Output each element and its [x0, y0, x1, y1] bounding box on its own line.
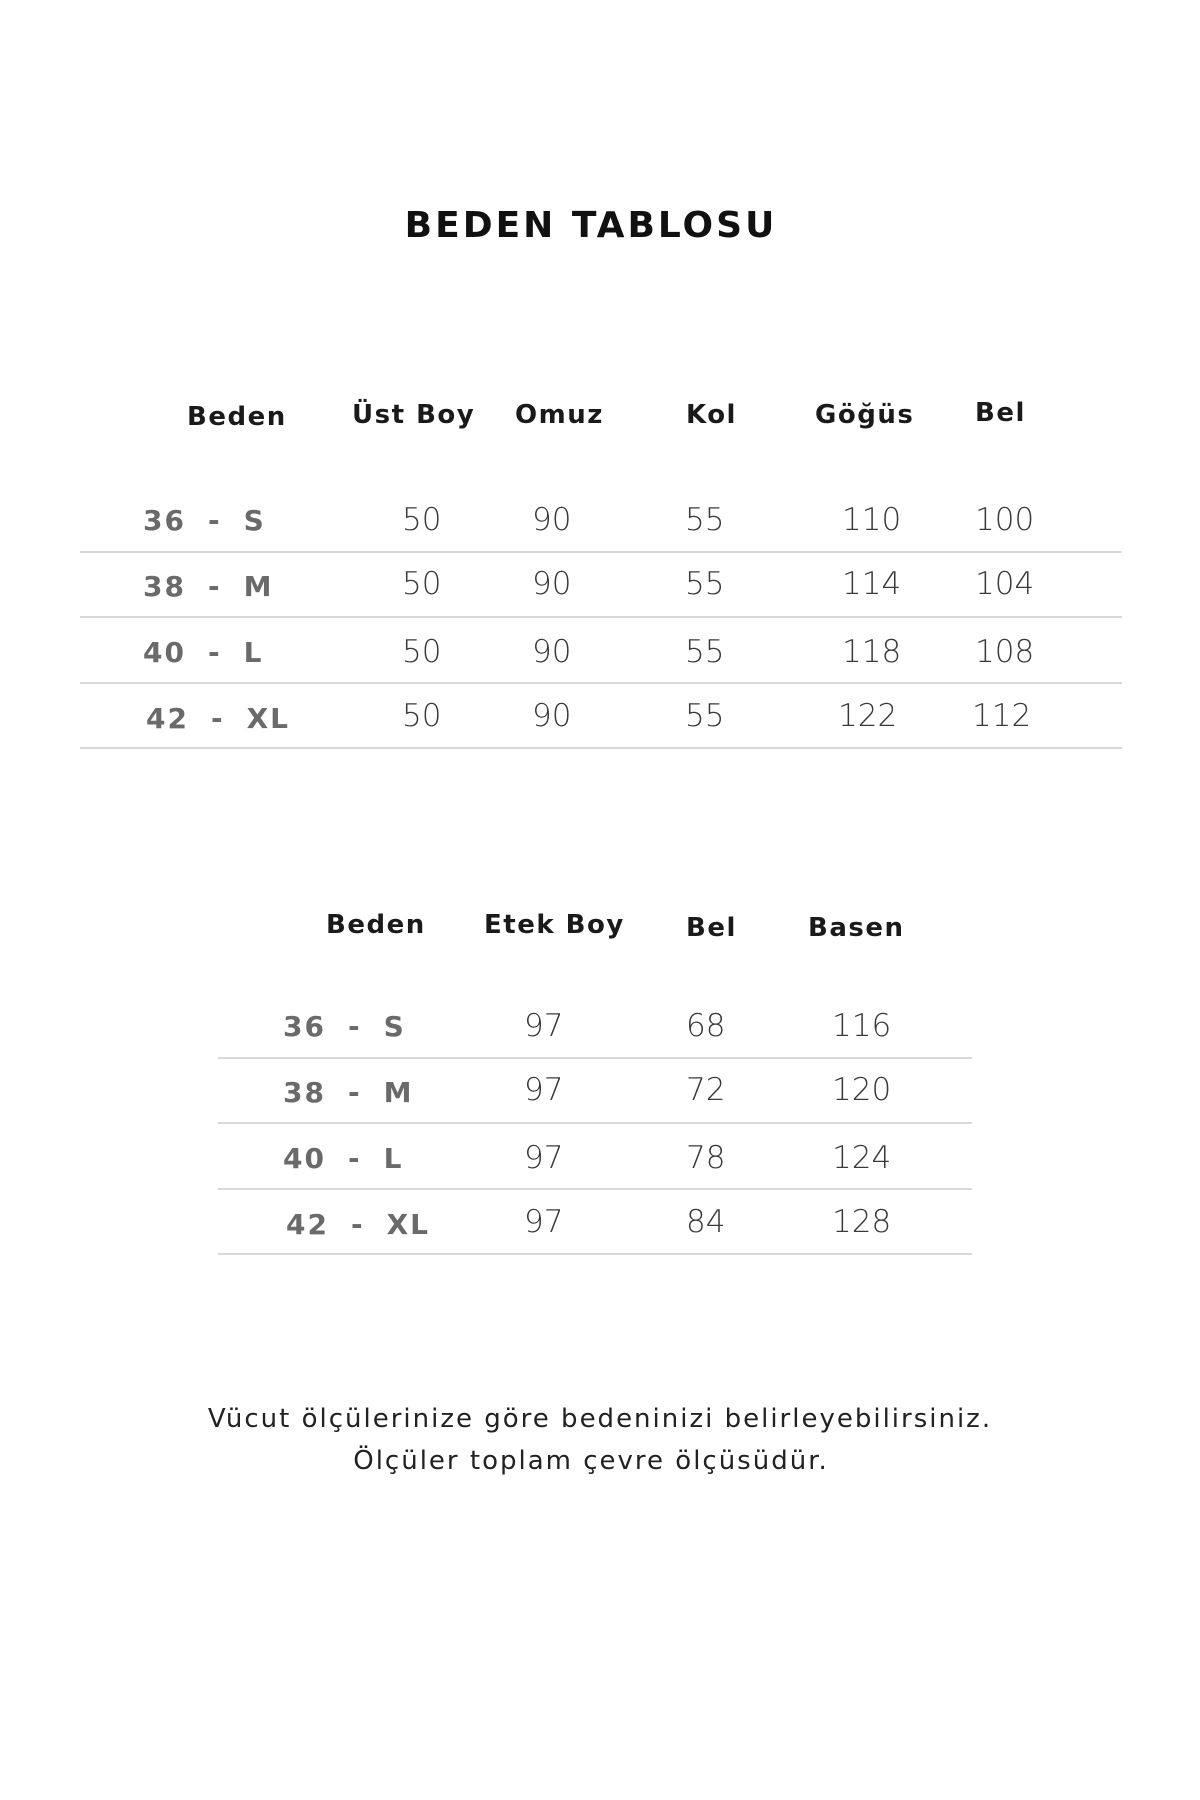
- size-label: 40 - L: [283, 1142, 404, 1175]
- size-label: 36 - S: [283, 1010, 406, 1043]
- cell-etek-boy: 97: [524, 1204, 564, 1240]
- cell-omuz: 90: [532, 698, 572, 734]
- cell-bel: 84: [686, 1204, 726, 1240]
- cell-kol: 55: [685, 566, 725, 602]
- header-beden: Beden: [326, 910, 426, 940]
- cell-omuz: 90: [532, 502, 572, 538]
- header-gogus: Göğüs: [815, 400, 915, 430]
- header-bel: Bel: [975, 398, 1026, 428]
- size-label: 38 - M: [143, 570, 274, 603]
- cell-gogus: 114: [842, 566, 902, 602]
- row-divider: [80, 616, 1122, 618]
- cell-ust-boy: 50: [402, 502, 442, 538]
- header-kol: Kol: [686, 400, 737, 430]
- note-line-1: Vücut ölçülerinize göre bedeninizi belirleyebilirsiniz.: [207, 1404, 993, 1434]
- cell-bel: 112: [972, 698, 1032, 734]
- cell-gogus: 110: [842, 502, 902, 538]
- cell-omuz: 90: [532, 566, 572, 602]
- cell-bel: 104: [975, 566, 1035, 602]
- header-ust-boy: Üst Boy: [352, 400, 476, 430]
- row-divider: [218, 1057, 972, 1059]
- cell-basen: 120: [832, 1072, 892, 1108]
- cell-kol: 55: [685, 634, 725, 670]
- row-divider: [80, 551, 1122, 553]
- cell-bel: 100: [975, 502, 1035, 538]
- cell-ust-boy: 50: [402, 566, 442, 602]
- header-omuz: Omuz: [515, 400, 604, 430]
- cell-basen: 116: [832, 1008, 892, 1044]
- cell-omuz: 90: [532, 634, 572, 670]
- cell-basen: 124: [832, 1140, 892, 1176]
- row-divider: [218, 1188, 972, 1190]
- note-line-2: Ölçüler toplam çevre ölçüsüdür.: [353, 1446, 829, 1476]
- cell-kol: 55: [685, 698, 725, 734]
- cell-bel: 78: [686, 1140, 726, 1176]
- cell-gogus: 122: [838, 698, 898, 734]
- cell-gogus: 118: [842, 634, 902, 670]
- size-label: 36 - S: [143, 504, 266, 537]
- page-title: BEDEN TABLOSU: [404, 205, 778, 246]
- cell-kol: 55: [685, 502, 725, 538]
- header-bel: Bel: [686, 913, 737, 943]
- cell-ust-boy: 50: [402, 634, 442, 670]
- cell-basen: 128: [832, 1204, 892, 1240]
- row-divider: [80, 682, 1122, 684]
- cell-bel: 72: [686, 1072, 726, 1108]
- cell-bel: 68: [686, 1008, 726, 1044]
- cell-ust-boy: 50: [402, 698, 442, 734]
- row-divider: [80, 747, 1122, 749]
- cell-etek-boy: 97: [524, 1008, 564, 1044]
- header-basen: Basen: [808, 913, 905, 943]
- cell-etek-boy: 97: [524, 1072, 564, 1108]
- cell-etek-boy: 97: [524, 1140, 564, 1176]
- cell-bel: 108: [975, 634, 1035, 670]
- size-label: 38 - M: [283, 1076, 414, 1109]
- size-label: 40 - L: [143, 636, 264, 669]
- size-label: 42 - XL: [286, 1208, 431, 1241]
- size-label: 42 - XL: [146, 702, 291, 735]
- header-beden: Beden: [187, 402, 287, 432]
- row-divider: [218, 1253, 972, 1255]
- header-etek-boy: Etek Boy: [484, 910, 625, 940]
- row-divider: [218, 1122, 972, 1124]
